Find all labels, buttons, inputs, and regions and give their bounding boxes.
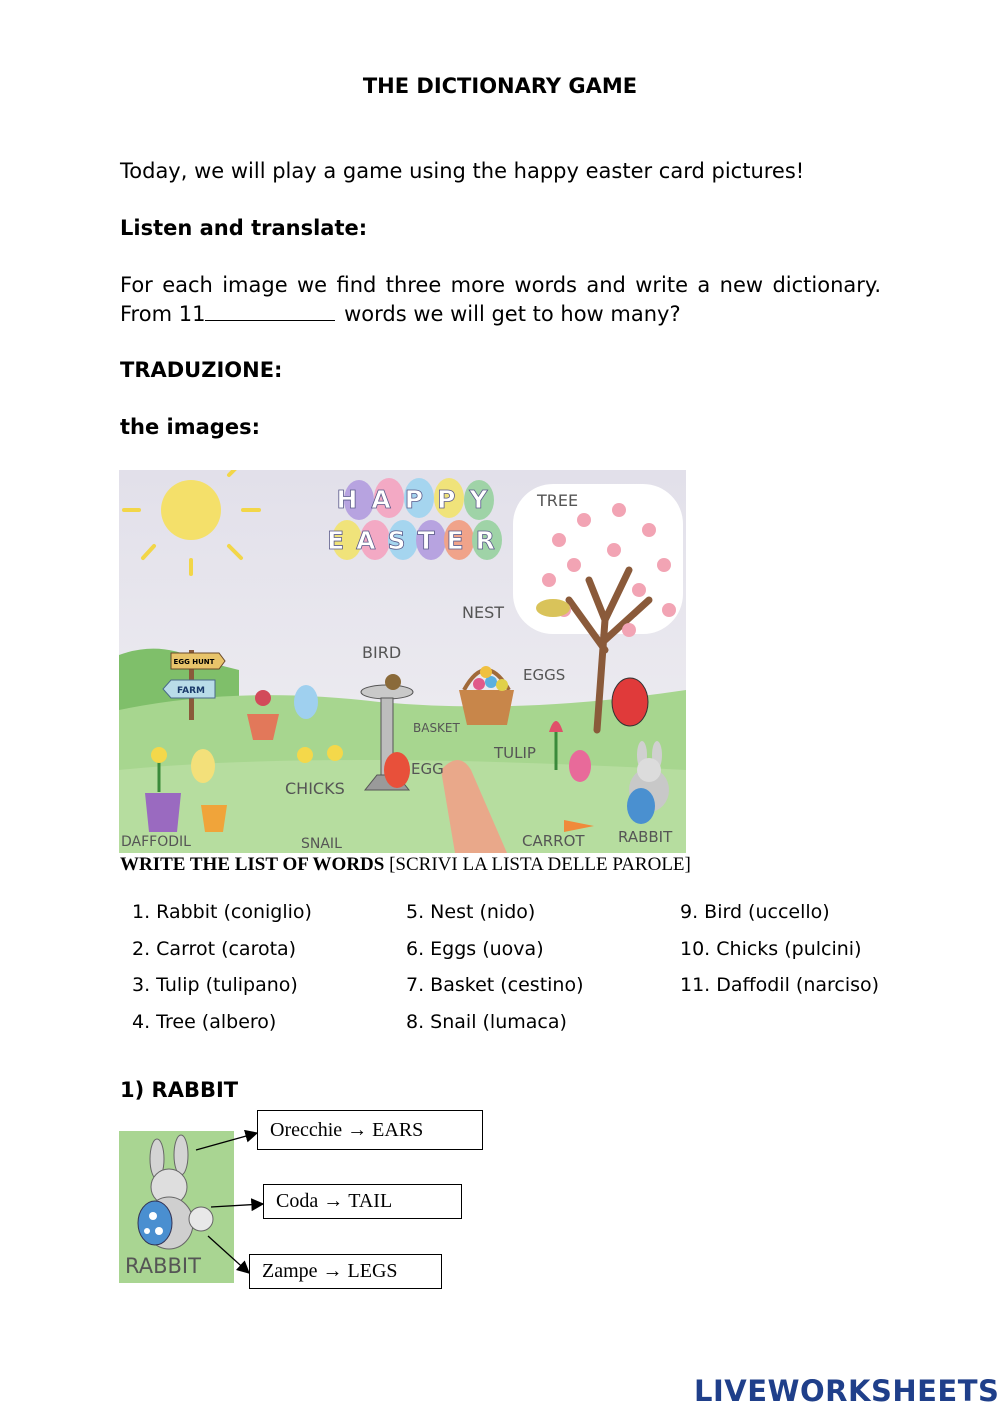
word-list-heading [120,854,691,876]
word-column-3 [680,894,879,1004]
instruction-question: words we will get to how many? [337,302,681,326]
svg-text:FARM: FARM [177,686,205,696]
word-list-heading-it: [SCRIVI LA LISTA DELLE PAROLE] [384,854,691,875]
svg-text:BASKET: BASKET [413,721,460,735]
svg-text:DAFFODIL: DAFFODIL [121,834,191,850]
right-arrow-icon: → [322,1260,343,1282]
word-column-2 [406,894,584,1040]
list-item: 8. Snail (lumaca) [406,1010,567,1033]
instruction-line-2 [120,300,881,329]
list-item: 5. Nest (nido) [406,901,536,923]
tail-label-box: Coda → TAIL [263,1184,462,1219]
listen-heading: Listen and translate: [120,216,368,240]
word-list-heading-en: WRITE THE LIST OF WORDS [120,854,385,875]
list-item: 10. Chicks (pulcini) [680,937,862,960]
right-arrow-icon: → [347,1118,368,1141]
easter-card-image [119,470,686,853]
svg-text:RABBIT: RABBIT [125,1254,201,1278]
chick-icon [297,747,313,763]
svg-text:CHICKS: CHICKS [285,779,345,798]
nest-icon [536,599,570,617]
list-item: 7. Basket (cestino) [406,974,584,997]
rabbit-image [119,1131,234,1283]
right-arrow-icon: → [323,1190,344,1212]
striped-egg-icon [384,752,410,788]
section-rabbit-heading: 1) RABBIT [120,1078,239,1102]
answer-blank[interactable] [205,302,335,321]
svg-text:NEST: NEST [462,603,505,622]
svg-text:BIRD: BIRD [362,643,402,662]
daffodil-pot-icon [145,793,181,832]
svg-text:EGG: EGG [411,760,444,778]
legs-label-box: Zampe → LEGS [249,1254,442,1289]
svg-text:SNAIL: SNAIL [301,836,342,852]
word-column-1 [132,894,312,1040]
svg-text:EASTER: EASTER [327,526,507,555]
svg-text:TREE: TREE [537,491,579,510]
images-heading: the images: [120,415,260,439]
list-item: 11. Daffodil (narciso) [680,974,880,997]
easter-card-drawing [119,470,686,853]
page-title: THE DICTIONARY GAME [362,74,638,98]
svg-text:RABBIT: RABBIT [618,828,673,846]
liveworksheets-logo[interactable] [690,1374,1000,1408]
intro-text: Today, we will play a game using the happy easter card pictures! [120,159,805,183]
svg-text:TULIP: TULIP [494,744,536,762]
svg-text:CARROT: CARROT [522,832,585,850]
svg-text:EGG HUNT: EGG HUNT [173,658,215,666]
svg-text:EGGS: EGGS [523,666,566,684]
list-item: 6. Eggs (uova) [406,937,544,960]
list-item: 1. Rabbit (coniglio) [132,901,312,923]
list-item: 4. Tree (albero) [132,1010,277,1033]
traduzione-heading: TRADUZIONE: [120,358,283,382]
liveworksheets-logo-text: LIVEWORKSHEETS [694,1374,1000,1408]
instruction-line-1: For each image we find three more words and write a new dictionary. [120,273,881,297]
list-item: 9. Bird (uccello) [680,901,830,923]
instruction-from: From 11 [120,302,206,326]
ears-label-box: Orecchie → EARS [257,1110,483,1150]
list-item: 2. Carrot (carota) [132,937,297,960]
svg-text:HAPPY: HAPPY [336,485,502,514]
list-item: 3. Tulip (tulipano) [132,974,298,997]
